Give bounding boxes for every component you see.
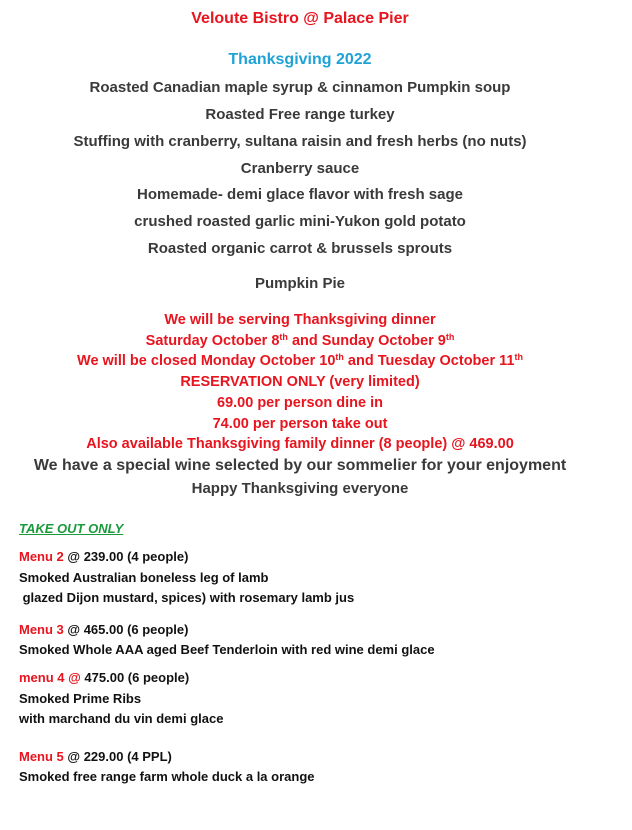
menu-label: Menu 2 <box>19 549 64 564</box>
menu-item: Homemade- demi glace flavor with fresh sage <box>137 186 463 203</box>
menu-3-header <box>19 622 188 637</box>
greeting-line: Happy Thanksgiving everyone <box>191 480 409 497</box>
menu-price: @ 465.00 (6 people) <box>63 622 189 637</box>
menu-line: Smoked Whole AAA aged Beef Tenderloin with red wine demi glace <box>19 642 435 657</box>
family-dinner-line: Also available Thanksgiving family dinner (8 people) @ 469.00 <box>86 436 514 452</box>
menu-item: Stuffing with cranberry, sultana raisin and fresh herbs (no nuts) <box>73 133 527 150</box>
menu-line: with marchand du vin demi glace <box>19 711 224 726</box>
menu-label: Menu 5 <box>19 749 64 764</box>
wine-line: We have a special wine selected by our sommelier for your enjoyment <box>33 457 567 474</box>
dine-in-price: 69.00 per person dine in <box>217 395 383 411</box>
menu-2-header <box>19 549 188 564</box>
menu-line: Smoked free range farm whole duck a la orange <box>19 769 315 784</box>
menu-price: 475.00 (6 people) <box>80 670 190 685</box>
menu-line: Smoked Prime Ribs <box>19 691 142 706</box>
menu-line: glazed Dijon mustard, spices) with rosemary lamb jus <box>19 590 355 605</box>
serving-dates: Saturday October 8th and Sunday October 9th <box>145 332 455 349</box>
take-out-price: 74.00 per person take out <box>212 416 388 432</box>
reservation-line: RESERVATION ONLY (very limited) <box>180 374 420 390</box>
menu-5-header <box>19 749 172 764</box>
menu-item: Roasted Canadian maple syrup & cinnamon Pumpkin soup <box>89 79 511 96</box>
menu-item: Roasted organic carrot & brussels sprouts <box>147 240 453 257</box>
event-title: Thanksgiving 2022 <box>228 51 372 68</box>
menu-line: Smoked Australian boneless leg of lamb <box>19 570 269 585</box>
menu-label: menu 4 @ <box>19 670 81 685</box>
menu-item: Cranberry sauce <box>240 160 360 177</box>
restaurant-title: Veloute Bistro @ Palace Pier <box>191 10 409 27</box>
menu-label: Menu 3 <box>19 622 64 637</box>
menu-price: @ 229.00 (4 PPL) <box>63 749 172 764</box>
menu-item: crushed roasted garlic mini-Yukon gold potato <box>134 213 466 230</box>
menu-4-header <box>19 670 189 685</box>
take-out-heading: TAKE OUT ONLY <box>19 521 124 536</box>
menu-item: Roasted Free range turkey <box>205 106 395 123</box>
closed-dates: We will be closed Monday October 10th and Tuesday October 11th <box>77 352 523 369</box>
serving-line: We will be serving Thanksgiving dinner <box>164 312 436 328</box>
menu-price: @ 239.00 (4 people) <box>63 549 189 564</box>
menu-item: Pumpkin Pie <box>254 275 346 292</box>
